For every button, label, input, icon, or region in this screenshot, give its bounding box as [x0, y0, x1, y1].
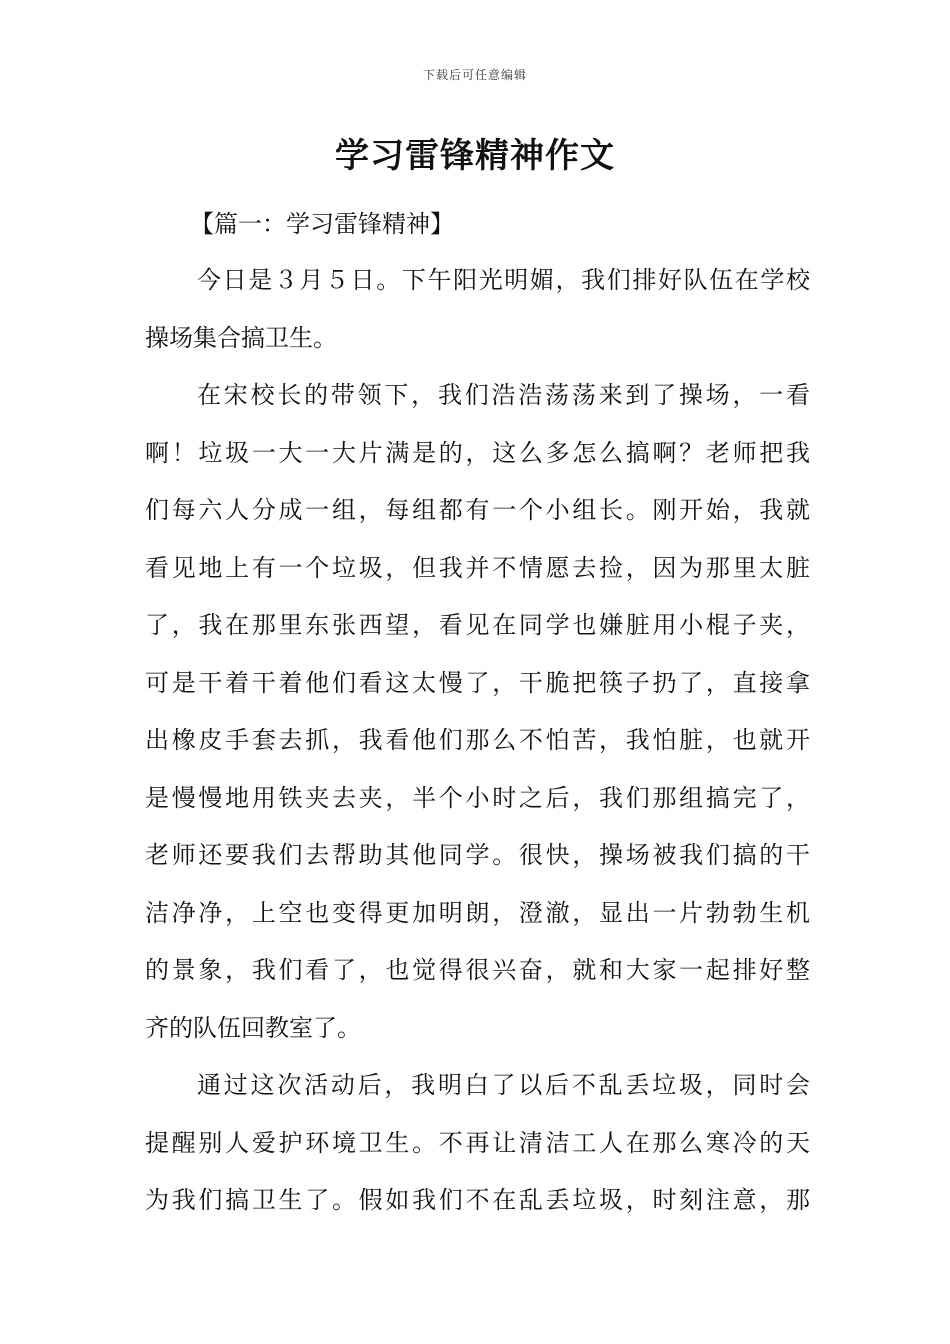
paragraph-3	[145, 1057, 810, 1230]
paragraph-2	[145, 367, 810, 1057]
header-note: 下载后可任意编辑	[422, 68, 527, 82]
document-title: 学习雷锋精神作文	[335, 136, 615, 176]
paragraph-line: 出橡皮手套去抓，我看他们那么不怕苦，我怕脏，也就开	[145, 726, 810, 754]
paragraph-line: 操场集合搞卫生。	[145, 323, 337, 352]
paragraph-line: 为我们搞卫生了。假如我们不在乱丢垃圾，时刻注意，那	[145, 1186, 810, 1214]
paragraph-line: 提醒别人爱护环境卫生。不再让清洁工人在那么寒冷的天	[145, 1128, 810, 1157]
paragraph-line: 洁净净，上空也变得更加明朗，澄澈，显出一片勃勃生机	[145, 898, 810, 927]
paragraph-line: 看见地上有一个垃圾，但我并不情愿去捡，因为那里太脏	[145, 553, 810, 582]
paragraph-line: 是慢慢地用铁夹去夹，半个小时之后，我们那组搞完了，	[145, 783, 810, 812]
paragraph-line: 的景象，我们看了，也觉得很兴奋，就和大家一起排好整	[145, 956, 810, 984]
paragraph-line: 在宋校长的带领下，我们浩浩荡荡来到了操场，一看	[197, 381, 810, 409]
paragraph-line: 通过这次活动后，我明白了以后不乱丢垃圾，同时会	[197, 1071, 810, 1099]
paragraph-line: 老师还要我们去帮助其他同学。很快，操场被我们搞的干	[145, 841, 810, 869]
paragraph-line: 今日是３月５日。下午阳光明媚，我们排好队伍在学校	[197, 266, 810, 294]
document-body	[145, 196, 810, 1230]
section-heading: 【篇一：学习雷锋精神】	[190, 210, 454, 238]
paragraph-line: 了，我在那里东张西望，看见在同学也嫌脏用小棍子夹，	[145, 611, 810, 639]
paragraph-line: 可是干着干着他们看这太慢了，干脆把筷子扔了，直接拿	[145, 668, 810, 697]
paragraph-line: 齐的队伍回教室了。	[145, 1013, 361, 1042]
paragraph-line: 啊！垃圾一大一大片满是的，这么多怎么搞啊？老师把我	[145, 438, 810, 467]
paragraph-1	[145, 252, 810, 367]
paragraph-line: 们每六人分成一组，每组都有一个小组长。刚开始，我就	[145, 496, 810, 524]
